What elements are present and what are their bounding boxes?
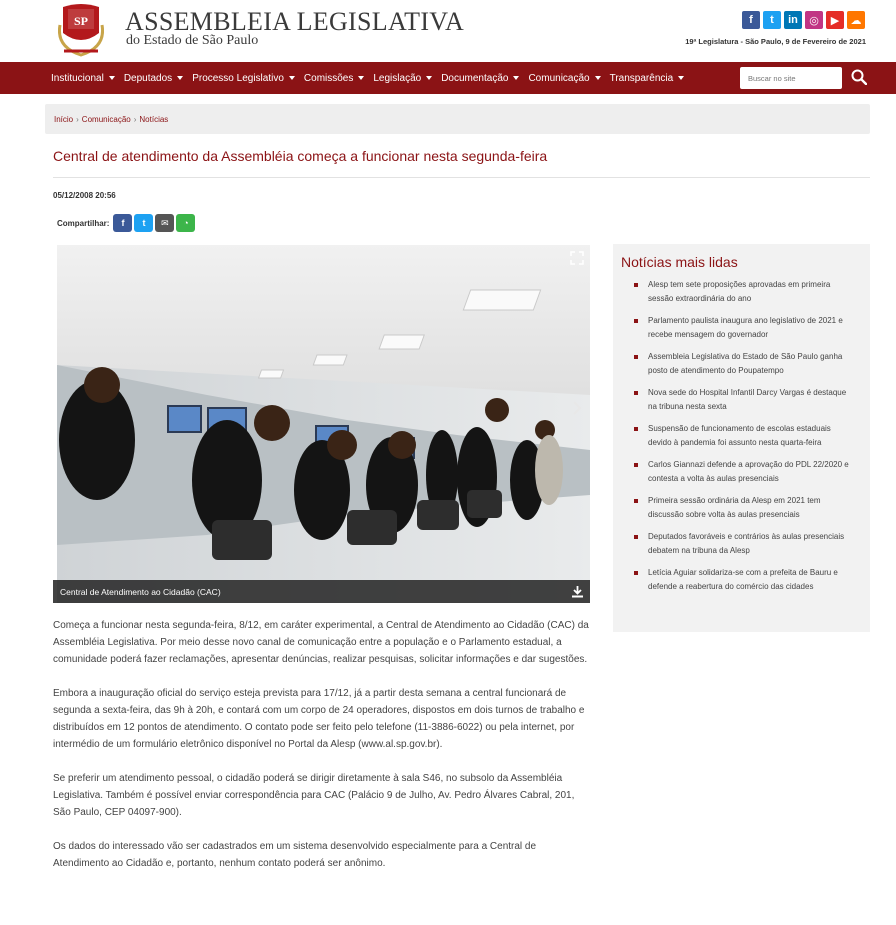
site-header bbox=[0, 0, 896, 62]
state-seal-logo[interactable] bbox=[58, 3, 104, 57]
most-read-item-text[interactable]: Assembleia Legislativa do Estado de São Paulo ganha posto de atendimento do Poupatempo bbox=[648, 352, 843, 375]
nav-item-comunicacao[interactable] bbox=[528, 73, 600, 84]
breadcrumb-separator: › bbox=[133, 114, 137, 124]
search-input[interactable] bbox=[740, 67, 842, 89]
search-icon[interactable] bbox=[851, 69, 867, 85]
most-read-item[interactable] bbox=[633, 278, 853, 306]
caret-down-icon bbox=[109, 76, 115, 80]
nav-item-label: Deputados bbox=[123, 72, 173, 84]
breadcrumb bbox=[45, 104, 870, 134]
bullet-icon bbox=[634, 283, 638, 287]
nav-item-label: Documentação bbox=[441, 72, 509, 84]
call-center-photo bbox=[57, 245, 590, 603]
seal-monogram: SP bbox=[73, 14, 89, 28]
caret-down-icon bbox=[177, 76, 183, 80]
most-read-panel bbox=[613, 244, 870, 632]
most-read-item[interactable] bbox=[633, 530, 853, 558]
most-read-list bbox=[633, 278, 853, 602]
caret-down-icon bbox=[358, 76, 364, 80]
article-photo[interactable] bbox=[57, 245, 590, 603]
article-body bbox=[53, 617, 593, 889]
facebook-icon[interactable]: f bbox=[742, 11, 760, 29]
share-facebook-button[interactable]: f bbox=[113, 214, 132, 232]
most-read-item-text[interactable]: Primeira sessão ordinária da Alesp em 2021 tem discussão sobre volta às aulas presenciais bbox=[648, 496, 821, 519]
article-paragraph: Embora a inauguração oficial do serviço esteja prevista para 17/12, já a partir desta semana a central funcionará de segunda a sexta-feira, das 9h à 20h, e contará com um corpo de 24 operadores, dispostos em dois turnos de trabalho e distribuídos em 12 pontos de atendimento. O contato pode ser feito pelo telefone (11-3886-6022) ou pela internet, por intermédio de um formulário eletrônico disponível no Portal da Alesp (www.al.sp.gov.br). bbox=[53, 688, 585, 750]
most-read-item[interactable] bbox=[633, 350, 853, 378]
caret-down-icon bbox=[289, 76, 295, 80]
most-read-title: Notícias mais lidas bbox=[621, 254, 738, 270]
share-whatsapp-button[interactable]: ◔ bbox=[176, 214, 195, 232]
share-label: Compartilhar: bbox=[57, 218, 110, 228]
most-read-item-text[interactable]: Letícia Aguiar solidariza-se com a prefeita de Bauru e defende a reabertura do comércio das cidades bbox=[648, 568, 838, 591]
nav-item-label: Comunicação bbox=[528, 72, 590, 84]
caret-down-icon bbox=[426, 76, 432, 80]
bullet-icon bbox=[634, 391, 638, 395]
bullet-icon bbox=[634, 535, 638, 539]
chevron-right-icon[interactable] bbox=[570, 400, 584, 416]
breadcrumb-home[interactable]: Início bbox=[54, 114, 74, 124]
bullet-icon bbox=[634, 499, 638, 503]
instagram-icon[interactable]: ◎ bbox=[805, 11, 823, 29]
most-read-item-text[interactable]: Suspensão de funcionamento de escolas estaduais devido à pandemia foi assunto nesta quarta-feira bbox=[648, 424, 831, 447]
site-title[interactable]: ASSEMBLEIA LEGISLATIVA bbox=[125, 7, 465, 36]
nav-item-transparencia[interactable] bbox=[610, 73, 685, 84]
soundcloud-icon[interactable]: ☁ bbox=[847, 11, 865, 29]
caret-down-icon bbox=[595, 76, 601, 80]
most-read-item[interactable] bbox=[633, 386, 853, 414]
photo-caption-text: Central de Atendimento ao Cidadão (CAC) bbox=[60, 586, 221, 597]
nav-item-documentacao[interactable] bbox=[441, 73, 519, 84]
nav-item-label: Comissões bbox=[303, 72, 354, 84]
share-bar bbox=[57, 214, 197, 232]
expand-icon[interactable] bbox=[570, 251, 584, 265]
photo-caption bbox=[53, 580, 590, 603]
linkedin-icon[interactable]: in bbox=[784, 11, 802, 29]
most-read-item[interactable] bbox=[633, 494, 853, 522]
breadcrumb-noticias[interactable]: Notícias bbox=[139, 114, 169, 124]
most-read-item-text[interactable]: Carlos Giannazi defende a aprovação do PDL 22/2020 e contesta a volta às aulas presenciais bbox=[648, 460, 849, 483]
twitter-icon[interactable]: t bbox=[763, 11, 781, 29]
most-read-item-text[interactable]: Alesp tem sete proposições aprovadas em primeira sessão extraordinária do ano bbox=[648, 280, 831, 303]
bullet-icon bbox=[634, 355, 638, 359]
most-read-item[interactable] bbox=[633, 458, 853, 486]
nav-item-processo-legislativo[interactable] bbox=[192, 73, 295, 84]
caret-down-icon bbox=[513, 76, 519, 80]
bullet-icon bbox=[634, 571, 638, 575]
caret-down-icon bbox=[678, 76, 684, 80]
most-read-item[interactable] bbox=[633, 314, 853, 342]
title-divider bbox=[53, 177, 870, 178]
bullet-icon bbox=[634, 463, 638, 467]
most-read-item-text[interactable]: Nova sede do Hospital Infantil Darcy Vargas é destaque na tribuna nesta sexta bbox=[648, 388, 847, 411]
nav-item-legislacao[interactable] bbox=[373, 73, 432, 84]
most-read-item-text[interactable]: Parlamento paulista inaugura ano legislativo de 2021 e recebe mensagem do governador bbox=[648, 316, 843, 339]
nav-item-label: Legislação bbox=[373, 72, 422, 84]
site-subtitle: do Estado de São Paulo bbox=[126, 33, 259, 48]
breadcrumb-comunicacao[interactable]: Comunicação bbox=[81, 114, 131, 124]
nav-item-comissoes[interactable] bbox=[304, 73, 364, 84]
download-icon[interactable] bbox=[571, 585, 584, 598]
nav-item-label: Transparência bbox=[609, 72, 674, 84]
article-date: 05/12/2008 20:56 bbox=[53, 191, 116, 200]
article-paragraph: Os dados do interessado vão ser cadastrados em um sistema desenvolvido especialmente para a Central de Atendimento ao Cidadão e, portanto, nenhum contato poderá ser anônimo. bbox=[53, 841, 537, 869]
breadcrumb-separator: › bbox=[76, 114, 79, 124]
bullet-icon bbox=[634, 427, 638, 431]
nav-item-label: Institucional bbox=[51, 72, 104, 84]
share-email-button[interactable]: ✉ bbox=[155, 214, 174, 232]
nav-item-label: Processo Legislativo bbox=[192, 72, 284, 84]
article-title: Central de atendimento da Assembléia começa a funcionar nesta segunda-feira bbox=[53, 148, 548, 164]
most-read-item[interactable] bbox=[633, 566, 853, 594]
nav-item-institucional[interactable] bbox=[51, 73, 115, 84]
article-paragraph: Se preferir um atendimento pessoal, o cidadão poderá se dirigir diretamente à sala S46, no subsolo da Assembléia Legislativa. Também é possível enviar correspondência para CAC (Palácio 9 de Julho, Av. Pedro Álvares Cabral, 201, São Paulo, CEP 04097-900). bbox=[53, 773, 575, 818]
youtube-icon[interactable]: ▶ bbox=[826, 11, 844, 29]
nav-item-deputados[interactable] bbox=[124, 73, 183, 84]
most-read-item[interactable] bbox=[633, 422, 853, 450]
share-twitter-button[interactable]: t bbox=[134, 214, 153, 232]
social-links bbox=[742, 11, 865, 29]
legislature-date: 19ª Legislatura - São Paulo, 9 de Fevereiro de 2021 bbox=[685, 37, 866, 46]
most-read-item-text[interactable]: Deputados favoráveis e contrários às aulas presenciais debatem na tribuna da Alesp bbox=[648, 532, 845, 555]
bullet-icon bbox=[634, 319, 638, 323]
article-paragraph: Começa a funcionar nesta segunda-feira, 8/12, em caráter experimental, a Central de Atendimento ao Cidadão (CAC) da Assembléia Legislativa. Por meio desse novo canal de comunicação entre a população e o Parlamento estadual, a comunidade poderá fazer reclamações, apresentar denúncias, realizar pesquisas, solicitar informações e dar sugestões. bbox=[53, 620, 589, 665]
